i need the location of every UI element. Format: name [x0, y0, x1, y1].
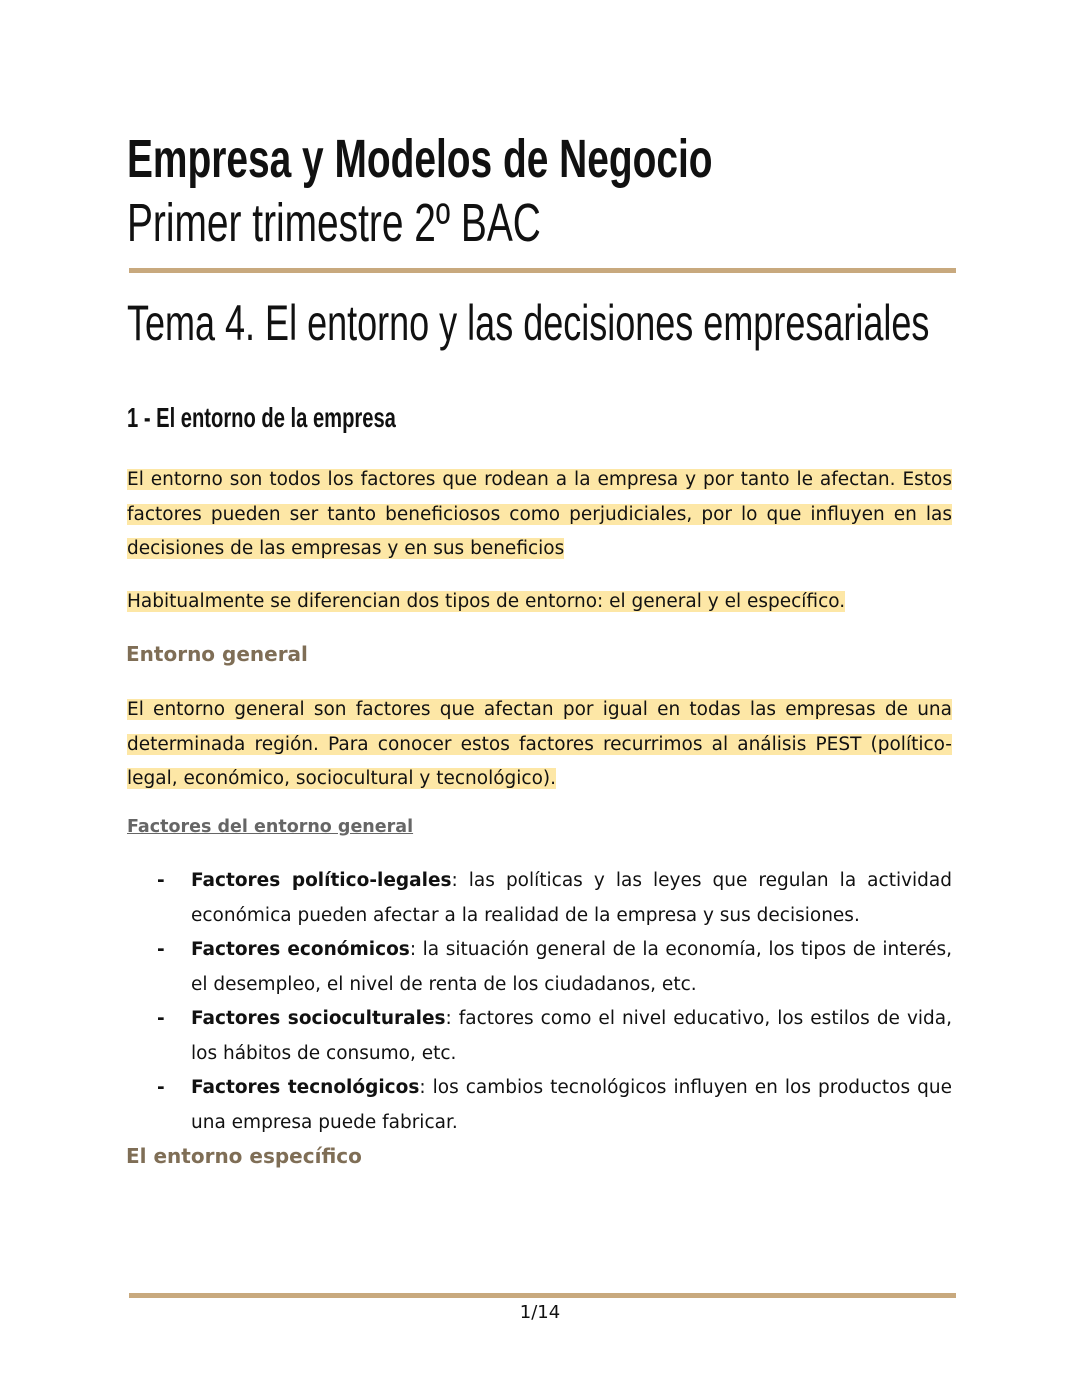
- page-number: 1/14: [519, 1302, 561, 1323]
- list-item: [157, 933, 952, 1002]
- highlighted-text: El entorno son todos los factores que rodean a la empresa y por tanto le afectan. Estos factores pueden ser tanto beneficiosos como perjudiciales, por lo que influyen en las decisiones de las empresas y en sus beneficios: [127, 469, 952, 559]
- term: Factores económicos: [191, 939, 410, 960]
- term: Factores socioculturales: [191, 1008, 446, 1029]
- types-paragraph: [127, 585, 952, 620]
- term: Factores político-legales: [191, 870, 452, 891]
- term: Factores tecnológicos: [191, 1077, 420, 1098]
- footer-divider: [129, 1293, 956, 1298]
- list-item: [157, 1002, 952, 1071]
- section-heading: 1 - El entorno de la empresa: [127, 402, 396, 433]
- factors-list: [157, 864, 952, 1140]
- heading-entorno-general: Entorno general: [126, 642, 308, 666]
- topic-title: Tema 4. El entorno y las decisiones empresariales: [127, 295, 930, 351]
- list-item: [157, 864, 952, 933]
- bullet: -: [157, 939, 165, 960]
- heading-entorno-especifico: El entorno específico: [126, 1144, 362, 1168]
- header-divider: [129, 268, 956, 273]
- description: : la situación general de la economía, los tipos de interés, el desempleo, el nivel de renta de los ciudadanos, etc.: [191, 939, 953, 995]
- bullet: -: [157, 1008, 165, 1029]
- intro-paragraph: [127, 463, 952, 567]
- document-subtitle: Primer trimestre 2º BAC: [127, 193, 541, 253]
- bullet: -: [157, 1077, 165, 1098]
- highlighted-text: Habitualmente se diferencian dos tipos de entorno: el general y el específico.: [127, 591, 846, 612]
- list-item: [157, 1071, 952, 1140]
- description: : los cambios tecnológicos influyen en los productos que una empresa puede fabricar.: [191, 1077, 952, 1133]
- highlighted-text: El entorno general son factores que afectan por igual en todas las empresas de una determinada región. Para conocer estos factores recurrimos al análisis PEST (político-legal, económico, sociocultural y tecnológico).: [127, 699, 952, 789]
- description: : factores como el nivel educativo, los estilos de vida, los hábitos de consumo, etc.: [191, 1008, 952, 1064]
- document-title: Empresa y Modelos de Negocio: [127, 129, 713, 189]
- bullet: -: [157, 870, 165, 891]
- general-paragraph: [127, 693, 952, 797]
- description: : las políticas y las leyes que regulan la actividad económica pueden afectar a la realidad de la empresa y sus decisiones.: [191, 870, 952, 926]
- heading-factores: Factores del entorno general: [127, 817, 414, 837]
